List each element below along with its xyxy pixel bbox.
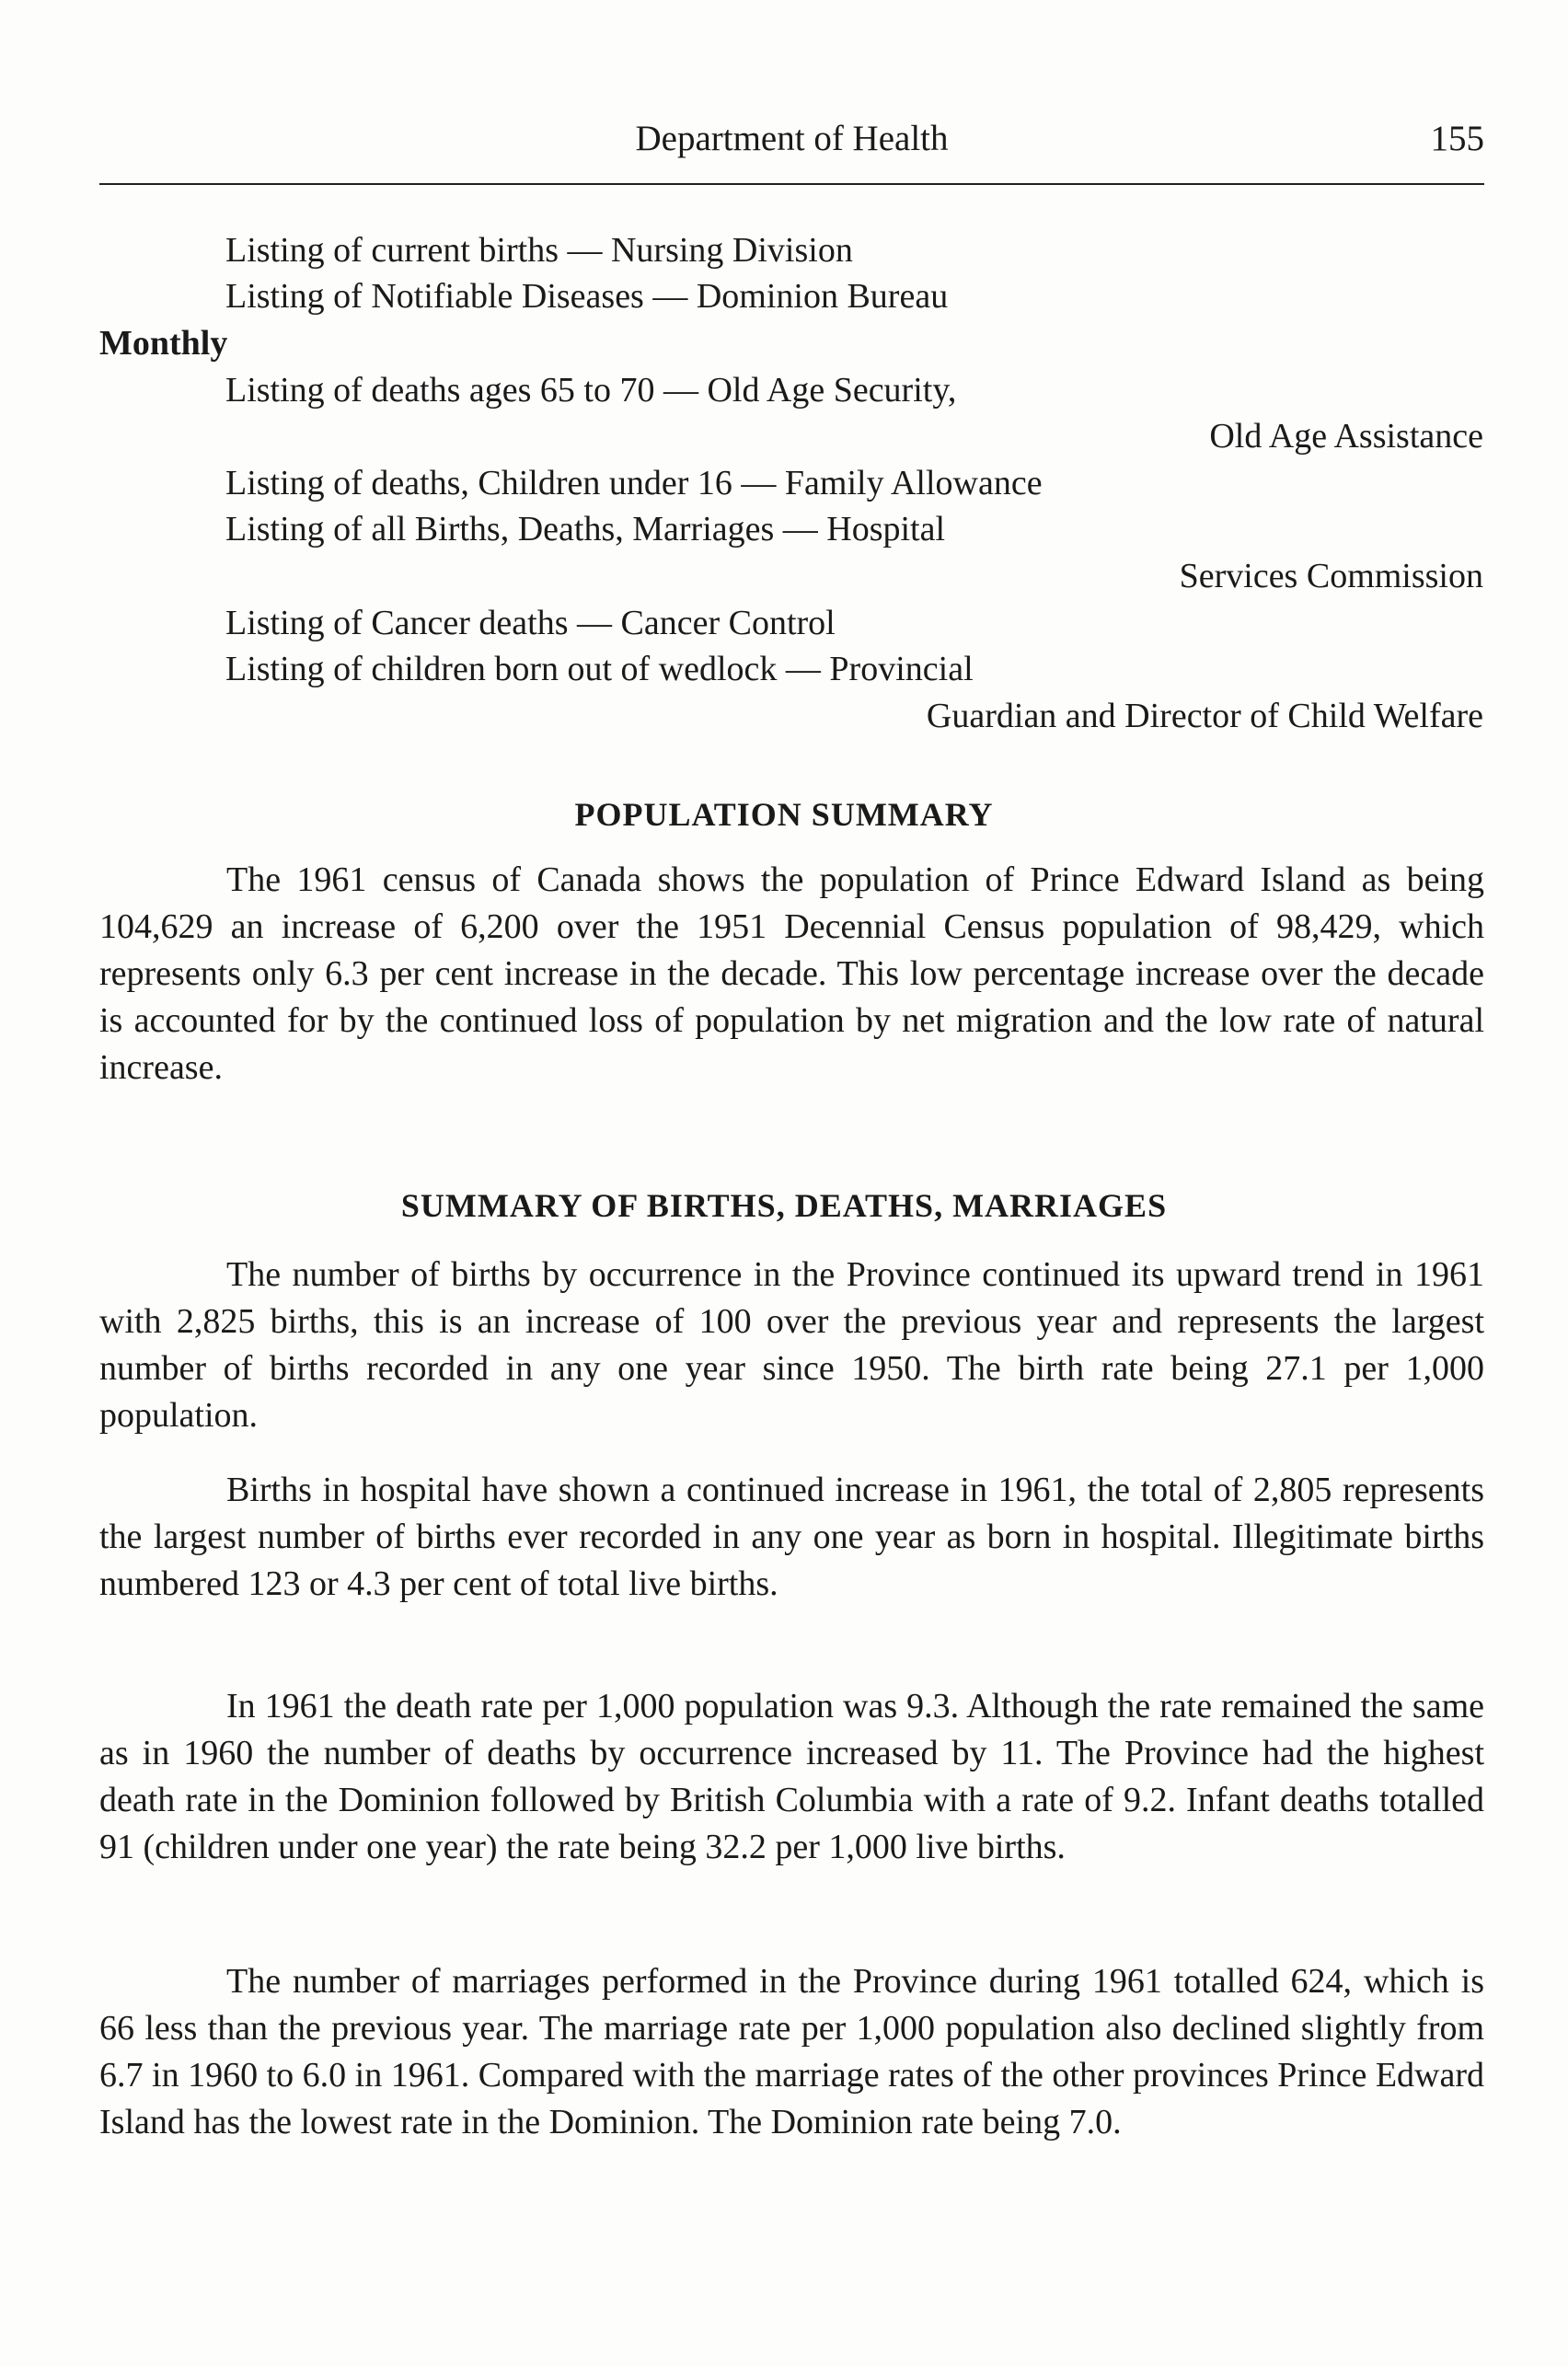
marriages-paragraph: The number of marriages performed in the Province during 1961 totalled 624, which is 66 less than the previous year. The marriage rate per 1,000 population also declined slightly from 6.7 in 1960 to 6.0 in 1961. Compared with the marriage rates of the other provinces Prince Edward Island has the lowest rate in the Dominion. The Dominion rate being 7.0. [99, 1962, 1484, 2141]
listing-wedlock-cont: Guardian and Director of Child Welfare [926, 697, 1483, 735]
population-heading: POPULATION SUMMARY [574, 796, 994, 833]
listing-wedlock: Listing of children born out of wedlock — Provincial [225, 650, 974, 688]
listing-all-bdm: Listing of all Births, Deaths, Marriages — Hospital [225, 510, 946, 548]
births-paragraph: The number of births by occurrence in the Province continued its upward trend in 1961 with 2,825 births, this is an increase of 100 over the previous year and represents the largest number of births recorded in any one year since 1950. The birth rate being 27.1 per 1,000 population. [99, 1255, 1484, 1435]
listing-deaths-65-70: Listing of deaths ages 65 to 70 — Old Age Security, [225, 371, 957, 410]
running-title: Department of Health [635, 119, 949, 158]
listing-deaths-65-70-cont: Old Age Assistance [1209, 417, 1483, 456]
summary-heading: SUMMARY OF BIRTHS, DEATHS, MARRIAGES [400, 1187, 1168, 1224]
listing-all-bdm-cont: Services Commission [1179, 557, 1483, 595]
population-paragraph: The 1961 census of Canada shows the population of Prince Edward Island as being 104,629 an increase of 6,200 over the 1951 Decennial Census population of 98,429, which represents only 6.3 per cent increase in the decade. This low percentage increase over the decade is accounted for by the continued loss of population by net migration and the low rate of natural increase. [99, 860, 1484, 1087]
hospital-births-paragraph: Births in hospital have shown a continued increase in 1961, the total of 2,805 represents the largest number of births ever recorded in any one year as born in hospital. Illegitimate births numbered 123 or 4.3 per cent of total live births. [99, 1471, 1484, 1603]
page-header [99, 118, 1484, 164]
header-rule [99, 183, 1484, 185]
listing-notifiable-diseases: Listing of Notifiable Diseases — Dominion Bureau [225, 277, 949, 316]
deaths-paragraph: In 1961 the death rate per 1,000 population was 9.3. Although the rate remained the same as in 1960 the number of deaths by occurrence increased by 11. The Province had the highest death rate in the Dominion followed by British Columbia with a rate of 9.2. Infant deaths totalled 91 (children under one year) the rate being 32.2 per 1,000 live births. [99, 1687, 1484, 1866]
monthly-label: Monthly [99, 324, 228, 363]
listing-cancer: Listing of Cancer deaths — Cancer Control [225, 604, 836, 642]
page-number: 155 [1430, 119, 1484, 158]
listing-current-births: Listing of current births — Nursing Division [225, 231, 853, 270]
listing-children-under-16: Listing of deaths, Children under 16 — Family Allowance [225, 464, 1043, 502]
